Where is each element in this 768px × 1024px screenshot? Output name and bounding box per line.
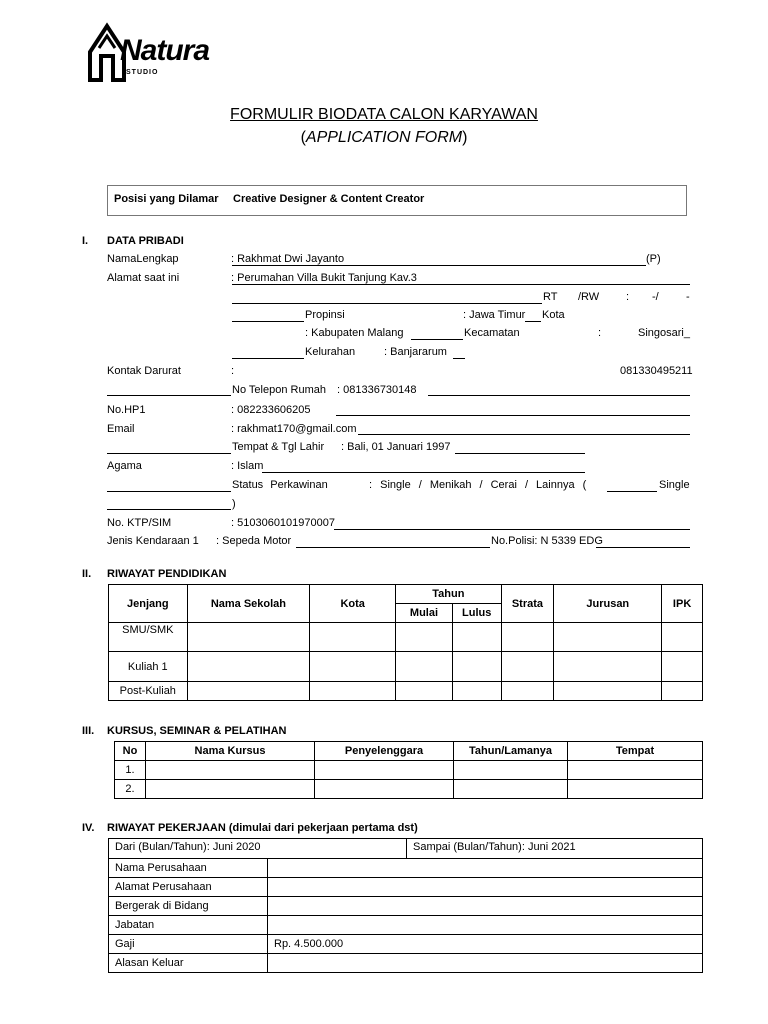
header-nama-kursus: Nama Kursus bbox=[146, 742, 315, 761]
telepon-line-right bbox=[428, 395, 690, 396]
courses-table bbox=[114, 741, 703, 799]
header-jenjang: Jenjang bbox=[109, 585, 188, 623]
kontak-label: Kontak Darurat bbox=[107, 365, 181, 377]
cell[interactable] bbox=[554, 682, 662, 701]
form-title: FORMULIR BIODATA CALON KARYAWAN bbox=[230, 106, 538, 123]
company-logo bbox=[86, 22, 236, 84]
row-label: Kuliah 1 bbox=[109, 652, 188, 682]
cell[interactable] bbox=[146, 761, 315, 780]
table-row bbox=[109, 897, 703, 916]
dari-cell[interactable]: Dari (Bulan/Tahun): Juni 2020 bbox=[109, 839, 407, 858]
cell[interactable] bbox=[452, 623, 501, 652]
rw-dash-1: -/ bbox=[652, 291, 659, 303]
agama-value[interactable]: : Islam bbox=[231, 460, 264, 472]
section-2-number: II. bbox=[82, 568, 92, 580]
header-strata: Strata bbox=[501, 585, 554, 623]
row-label: SMU/SMK bbox=[109, 623, 188, 652]
section-4-title: RIWAYAT PEKERJAAN (dimulai dari pekerjaan pertama dst) bbox=[107, 822, 418, 834]
sampai-cell[interactable]: Sampai (Bulan/Tahun): Juni 2021 bbox=[413, 841, 576, 853]
agama-label: Agama bbox=[107, 460, 142, 472]
section-2-title: RIWAYAT PENDIDIKAN bbox=[107, 568, 227, 580]
table-row bbox=[109, 878, 703, 897]
cell[interactable] bbox=[452, 652, 501, 682]
row-value[interactable] bbox=[268, 916, 703, 935]
cell[interactable] bbox=[662, 652, 703, 682]
propinsi-label: Propinsi bbox=[305, 309, 345, 321]
hp-label: No.HP1 bbox=[107, 404, 146, 416]
status-line-2 bbox=[107, 509, 231, 510]
kendaraan-line bbox=[296, 547, 490, 548]
header-jurusan: Jurusan bbox=[554, 585, 662, 623]
header-tahun-lamanya: Tahun/Lamanya bbox=[454, 742, 568, 761]
propinsi-value-line bbox=[525, 321, 541, 322]
section-4-number: IV. bbox=[82, 822, 95, 834]
telepon-value[interactable]: : 081336730148 bbox=[337, 384, 417, 396]
cell[interactable] bbox=[554, 623, 662, 652]
propinsi-line bbox=[232, 321, 304, 322]
rw-label: /RW bbox=[578, 291, 600, 303]
ttl-value[interactable]: : Bali, 01 Januari 1997 bbox=[341, 441, 451, 453]
status-line-left bbox=[107, 491, 231, 492]
row-value[interactable] bbox=[268, 954, 703, 973]
status-blank-line bbox=[607, 491, 657, 492]
row-label: Jabatan bbox=[109, 916, 268, 935]
kota-label: Kota bbox=[542, 309, 565, 321]
logo-subtitle: STUDIO bbox=[126, 69, 159, 76]
row-value[interactable]: Rp. 4.500.000 bbox=[268, 935, 703, 954]
cell[interactable] bbox=[568, 780, 703, 799]
cell[interactable] bbox=[396, 623, 453, 652]
row-label: Gaji bbox=[109, 935, 268, 954]
cell[interactable] bbox=[501, 682, 554, 701]
header-ipk: IPK bbox=[662, 585, 703, 623]
alamat-value[interactable]: : Perumahan Villa Bukit Tanjung Kav.3 bbox=[231, 272, 417, 284]
section-3-title: KURSUS, SEMINAR & PELATIHAN bbox=[107, 725, 287, 737]
row-label: Alamat Perusahaan bbox=[109, 878, 268, 897]
row-label: Alasan Keluar bbox=[109, 954, 268, 973]
kelurahan-line bbox=[232, 358, 304, 359]
cell[interactable] bbox=[315, 761, 454, 780]
row-label: Post-Kuliah bbox=[109, 682, 188, 701]
form-subtitle: (APPLICATION FORM) bbox=[300, 129, 468, 146]
cell[interactable] bbox=[662, 682, 703, 701]
cell[interactable] bbox=[187, 623, 310, 652]
cell[interactable] bbox=[454, 761, 568, 780]
header-mulai: Mulai bbox=[396, 604, 453, 623]
cell[interactable] bbox=[568, 761, 703, 780]
kabupaten-value[interactable]: : Kabupaten Malang bbox=[305, 327, 404, 339]
nama-suffix: (P) bbox=[646, 253, 661, 265]
cell[interactable] bbox=[310, 623, 396, 652]
header-no: No bbox=[115, 742, 146, 761]
ttl-label: Tempat & Tgl Lahir bbox=[232, 441, 325, 453]
rw-colon: : bbox=[626, 291, 630, 303]
alamat-label: Alamat saat ini bbox=[107, 272, 180, 284]
kecamatan-label: Kecamatan bbox=[464, 327, 520, 339]
cell[interactable] bbox=[396, 682, 453, 701]
cell[interactable] bbox=[315, 780, 454, 799]
email-label: Email bbox=[107, 423, 135, 435]
cell[interactable] bbox=[310, 652, 396, 682]
kendaraan-value[interactable]: : Sepeda Motor bbox=[216, 535, 292, 547]
ttl-line-right bbox=[455, 453, 585, 454]
logo-wordmark: Natura bbox=[120, 34, 210, 67]
row-value[interactable] bbox=[268, 878, 703, 897]
ktp-line bbox=[334, 529, 690, 530]
dari-field[interactable] bbox=[109, 839, 703, 859]
table-row bbox=[115, 761, 703, 780]
position-value[interactable]: Creative Designer & Content Creator bbox=[233, 193, 425, 205]
alamat-line-2 bbox=[232, 303, 542, 304]
table-row bbox=[115, 780, 703, 799]
cell[interactable] bbox=[146, 780, 315, 799]
ttl-line-left bbox=[107, 453, 231, 454]
kecamatan-colon: : bbox=[598, 327, 602, 339]
hp-line bbox=[336, 415, 690, 416]
agama-line bbox=[262, 472, 585, 473]
table-row bbox=[109, 935, 703, 954]
section-1-title: DATA PRIBADI bbox=[107, 235, 184, 247]
header-nama-sekolah: Nama Sekolah bbox=[187, 585, 310, 623]
table-row bbox=[109, 682, 703, 701]
header-tahun: Tahun bbox=[396, 585, 501, 604]
kontak-colon: : bbox=[231, 365, 235, 377]
kelurahan-label: Kelurahan bbox=[305, 346, 356, 358]
cell[interactable] bbox=[501, 623, 554, 652]
telepon-label: No Telepon Rumah bbox=[232, 384, 326, 396]
header-lulus: Lulus bbox=[452, 604, 501, 623]
row-value[interactable] bbox=[268, 859, 703, 878]
row-label: Nama Perusahaan bbox=[109, 859, 268, 878]
ktp-label: No. KTP/SIM bbox=[107, 517, 172, 529]
cell[interactable] bbox=[187, 652, 310, 682]
education-table bbox=[108, 584, 703, 701]
cell[interactable] bbox=[310, 682, 396, 701]
polisi-label[interactable]: No.Polisi: N 5339 EDG bbox=[491, 535, 603, 547]
kelurahan-value[interactable]: : Banjararum bbox=[384, 346, 447, 358]
polisi-line bbox=[596, 547, 690, 548]
row-value[interactable] bbox=[268, 897, 703, 916]
table-row bbox=[109, 623, 703, 652]
header-tempat: Tempat bbox=[568, 742, 703, 761]
email-value[interactable]: : rakhmat170@gmail.com bbox=[231, 423, 357, 435]
status-close: ) bbox=[232, 498, 236, 510]
row-number: 2. bbox=[115, 780, 146, 799]
rw-dash-2: - bbox=[686, 291, 690, 303]
hp-value[interactable]: : 082233606205 bbox=[231, 404, 311, 416]
table-row bbox=[109, 916, 703, 935]
kecamatan-value[interactable]: Singosari_ bbox=[638, 327, 690, 339]
cell[interactable] bbox=[662, 623, 703, 652]
row-number: 1. bbox=[115, 761, 146, 780]
status-label: Status Perkawinan bbox=[232, 479, 328, 491]
cell[interactable] bbox=[187, 682, 310, 701]
cell[interactable] bbox=[554, 652, 662, 682]
cell[interactable] bbox=[396, 652, 453, 682]
position-label: Posisi yang Dilamar bbox=[114, 193, 219, 205]
kendaraan-label: Jenis Kendaraan 1 bbox=[107, 535, 199, 547]
cell[interactable] bbox=[452, 682, 501, 701]
status-value[interactable]: : Single / Menikah / Cerai / Lainnya ( bbox=[369, 479, 587, 491]
kontak-value[interactable]: 081330495211 bbox=[620, 365, 693, 377]
kabupaten-line bbox=[411, 339, 463, 340]
header-kota: Kota bbox=[310, 585, 396, 623]
row-label: Bergerak di Bidang bbox=[109, 897, 268, 916]
header-penyelenggara: Penyelenggara bbox=[315, 742, 454, 761]
nama-underline bbox=[232, 265, 646, 266]
email-line bbox=[358, 434, 690, 435]
telepon-line-left bbox=[107, 395, 231, 396]
alamat-underline bbox=[232, 284, 690, 285]
nama-value[interactable]: : Rakhmat Dwi Jayanto bbox=[231, 253, 345, 265]
ktp-value[interactable]: : 5103060101970007 bbox=[231, 517, 335, 529]
table-row bbox=[109, 954, 703, 973]
table-row bbox=[109, 859, 703, 878]
work-history-table bbox=[108, 838, 703, 973]
rt-label: RT bbox=[543, 291, 558, 303]
nama-label: NamaLengkap bbox=[107, 253, 179, 265]
propinsi-value[interactable]: : Jawa Timur bbox=[463, 309, 526, 321]
table-row bbox=[109, 652, 703, 682]
kelurahan-value-line bbox=[453, 358, 465, 359]
cell[interactable] bbox=[501, 652, 554, 682]
status-single: Single bbox=[659, 479, 690, 491]
section-3-number: III. bbox=[82, 725, 95, 737]
section-1-number: I. bbox=[82, 235, 89, 247]
cell[interactable] bbox=[454, 780, 568, 799]
